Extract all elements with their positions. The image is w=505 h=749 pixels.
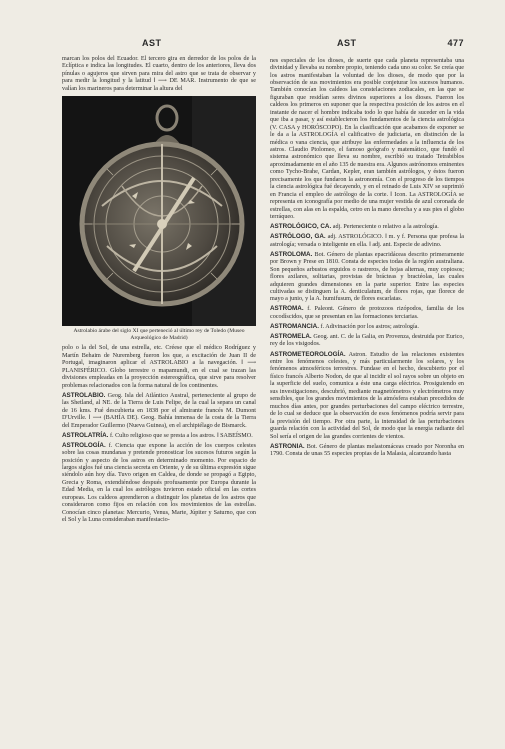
entry-text: adj. ASTROLÓGICO. ‖ m. y f. Persona que profesa la astrología; versada o inteligente en ella. ‖ adj. ant. Especie de adivino.: [270, 234, 464, 248]
entry-text: polo o la del Sol, de una estrella, etc. Créese que el médico Rodríguez y Martín Behaim de Nuremberg fueron los que, a excitación de Juan II de Portugal, imaginaron aplicar el ASTROLABIO a la navegación. ‖ ⟶ PLANISFÉRICO. Globo terrestre o mapamundi, en el cual se trazan las divisiones empleadas en la proyección estereográfica, que sirve para resolver problemas relacionados con la forma natural de los continentes.: [62, 345, 256, 389]
entry-text: f. Adivinación por los astros; astrología.: [320, 323, 419, 330]
dictionary-entry: [62, 442, 256, 525]
dictionary-entry: [270, 443, 464, 459]
astrolabe-image: [62, 96, 256, 326]
entry-text: Bot. Género de plantas melastomáceas creado por Noronha en 1790. Consta de unas 55 especies propias de la Malasia, alcanzando hasta: [270, 443, 464, 457]
dictionary-entry: [270, 58, 464, 222]
entry-text: Astron. Estudio de las relaciones existentes entre los fenómenos celestes, y más particularmente los solares, y los fenómenos atmosféricos terrestres. Fundase en el hecho, descubierto por el físico francés Alberto Nodon, de que al incidir el sol rayos sobre un objeto en la superficie del suelo, comunica a éste una carga eléctrica. Prosiguiendo en sus investigaciones, descubrió, mediante magnetómetros y electrómetros muy sensibles, que los grandes movimientos de la atmósfera estaban precedidos de muchos días antes, por grandes perturbaciones del campo eléctrico terrestre, de lo cual se deduce que la observación de esos fenómenos podría servir para la previsión del tiempo. Por otra parte, la intensidad de las perturbaciones guarda relación con la actividad del Sol, de modo que la energía radiante del Sol sería el origen de las grandes corrientes de vientos.: [270, 351, 464, 440]
left-column-top-text: [62, 56, 256, 93]
dictionary-entry: [62, 432, 256, 440]
entry-headword: ASTROLABIO.: [62, 391, 106, 399]
entry-headword: ASTRONIA.: [270, 442, 305, 450]
page-header: [62, 38, 464, 52]
figure: [62, 96, 256, 341]
left-column-entries: [62, 345, 256, 524]
right-column: [270, 56, 464, 458]
entry-headword: ASTROMA.: [270, 305, 304, 313]
dictionary-entry: [62, 392, 256, 430]
page-number: 477: [447, 38, 464, 48]
header-center-guide-word: AST: [337, 38, 357, 48]
entry-text: adj. Perteneciente o relativo a la astrología.: [332, 224, 439, 231]
entry-headword: ASTROMETEOROLOGÍA.: [270, 350, 346, 358]
entry-text: Geog. ant. C. de la Galia, en Provenza, destruida por Eurico, rey de los visigodos.: [270, 334, 464, 348]
header-left-guide-word: AST: [142, 38, 162, 48]
entry-headword: ASTROLATRÍA.: [62, 431, 109, 439]
dictionary-entry: [270, 333, 464, 349]
entry-text: f. Paleont. Género de protozoos rizópodos, familia de los cocodíscidos, que se presentan en las formaciones terciarias.: [270, 306, 464, 320]
dictionary-entry: [270, 251, 464, 304]
entry-headword: ASTROMANCIA.: [270, 322, 319, 330]
entry-text: f. Culto religioso que se presta a los astros. ‖ SABEÍSMO.: [109, 432, 253, 439]
dictionary-entry: [270, 233, 464, 249]
dictionary-entry: [270, 223, 464, 231]
astrolabe-photo: [62, 96, 256, 326]
entry-headword: ASTRÓLOGO, GA.: [270, 233, 326, 241]
entry-text: f. Ciencia que expone la acción de los cuerpos celestes sobre las cosas mundanas y pretende pronosticar los sucesos futuros según la posición y aspecto de los astros en determinado momento. Por espacio de largos siglos fué una ciencia secreta en Oriente, y de su última expresión sigue siéndolo aún hoy día. Tuvo origen en Caldea, de donde se propagó a Egipto, Grecia y Roma, extendiéndose después profusamente por Europa durante la Edad Media, en la cual los astrólogos tuvieron estado oficial en las cortes europeas. Los caldeos aprendieron a distinguir los planetas de los astros que consideraron como fijos en relación con los movimientos de las estrellas. Conocían cinco planetas: Mercurio, Venus, Marte, Júpiter y Saturno, que con el Sol y la Luna consideraban manifestacio-: [62, 442, 256, 524]
left-column: [62, 56, 256, 525]
entry-headword: ASTROLÓGICO, CA.: [270, 223, 332, 231]
entry-headword: ASTROMELA.: [270, 333, 312, 341]
entry-headword: ASTROLOGÍA.: [62, 441, 106, 449]
entry-text: nes especiales de los dioses, de suerte que cada planeta representaba una divinidad y llevaba su nombre propio, teniendo cada uno su color. Se creía que los astros manifestaban la voluntad de los dioses, de modo que por la observación de sus movimientos era posible conjeturar los sucesos humanos. También conocían los caldeos las constelaciones zodiacales, en las que se figuraban que residían seres divinos superiores a los dioses. Fueron los caldeos los primeros en suponer que la respectiva posición de los astros en el instante de nacer el hombre indicaba todo lo que había de suceder en la vida que iba a pasar, y así establecieron los fundamentos de la ciencia astrológica (V. CASA y HORÓSCOPO). En la clasificación que acabamos de exponer se le da a la ASTROLOGÍA el calificativo de judiciaria, en distinción de la médica o vana ciencia, que atribuye las enfermedades a la influencia de los astros. Claudio Ptolomeo, el famoso geógrafo y matemático, que fundó el sistema astronómico que lleva su nombre, escribió su tratado Tetrabiblos aproximadamente en el año 135 de nuestra era. Algunos astrónomos eminentes como Tycho-Brahe, Cardan, Kepler, eran también astrólogos, y éstos fueron precisamente los que fundaron la astronomía. Con el progreso de los tiempos la ciencia astrológica fué decayendo, y en el reinado de Luis XIV se suprimió en Francia el empleo de astrólogo de la corte. ‖ Icon. La ASTROLOGÍA se representa en iconografía por medio de una mujer vestida de azul coronada de estrellas, con alas en la espalda, cetro en la mano derecha y a sus pies el globo terráqueo.: [270, 57, 464, 221]
entry-text: Geog. Isla del Atlántico Austral, perteneciente al grupo de las Shetland, al NE. de la Tierra de Luis Felipe, de la cual la separa un canal de 16 kms. Fué descubierta en 1838 por el almirante francés M. Dumont D'Urville. ‖ ⟶ (BAHÍA DE). Geog. Bahía inmensa de la costa de la Tierra del Emperador Guillermo (Nueva Guinea), en el archipiélago de Bismarck.: [62, 392, 256, 429]
figure-caption: Astrolabio árabe del siglo XI que perteneció al último rey de Toledo (Museo Arqueológico de Madrid): [73, 328, 245, 341]
dictionary-entry: [270, 323, 464, 331]
continued-text: marcan los polos del Ecuador. El tercero gira en derredor de los polos de la Eclíptica e indica las longitudes. El cuarto, dentro de los anteriores, lleva dos pínulas o agujeros que sirven para mira del astro que se trata de observar y para medir la longitud y la latitud ‖ ⟶ DE MAR. Instrumento de que se valían los marineros para determinar la altura del: [62, 56, 256, 92]
dictionary-entry: [62, 345, 256, 390]
entry-headword: ASTROLOMA.: [270, 250, 313, 258]
dictionary-entry: [270, 351, 464, 441]
entry-text: Bot. Género de plantas epacridáceas descrito primeramente por Brown y Prese en 1810. Consta de especies todas de la región australiana. Son pequeños arbustos erguidos o rastreros, de hojas alternas, muy copiosos; flores axilares, solitarias, provistas de brácteas y bractéolas, las cuales adquieren grandes dimensiones en la parte superior. Entre las especies cultivadas se distinguen la A. denticulatum, de flores rojas, que florece de mayo a junio, y la A. humifusum, de flores escarlatas.: [270, 251, 464, 303]
encyclopedia-page: [62, 38, 464, 728]
dictionary-entry: [270, 305, 464, 321]
